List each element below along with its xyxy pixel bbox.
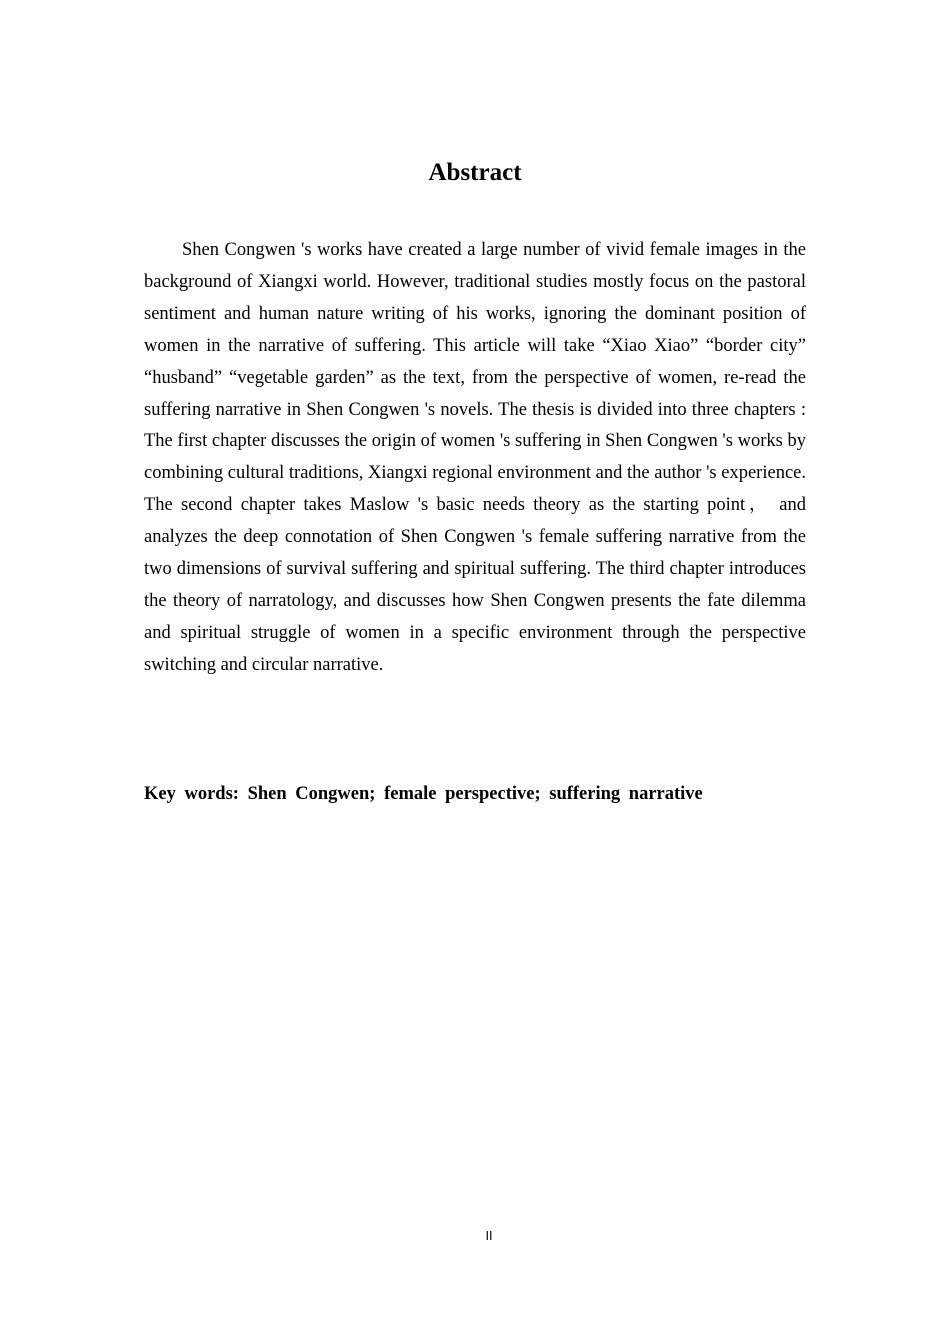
page-number: II <box>485 1229 493 1243</box>
abstract-title: Abstract <box>428 159 522 186</box>
keywords-line: Key words: Shen Congwen; female perspective; suffering narrative <box>144 784 703 804</box>
abstract-body: Shen Congwen 's works have created a large number of vivid female images in the background of Xiangxi world. However, traditional studies mostly focus on the pastoral sentiment and human nature writing of his works, ignoring the dominant position of women in the narrative of suffering. This article will take “Xiao Xiao” “border city” “husband” “vegetable garden” as the text, from the perspective of women, re-read the suffering narrative in Shen Congwen 's novels. The thesis is divided into three chapters : The first chapter discusses the origin of women 's suffering in Shen Congwen 's works by combining cultural traditions, Xiangxi regional environment and the author 's experience. The second chapter takes Maslow 's basic needs theory as the starting point， and analyzes the deep connotation of Shen Congwen 's female suffering narrative from the two dimensions of survival suffering and spiritual suffering. The third chapter introduces the theory of narratology, and discusses how Shen Congwen presents the fate dilemma and spiritual struggle of women in a specific environment through the perspective switching and circular narrative. <box>144 240 806 675</box>
